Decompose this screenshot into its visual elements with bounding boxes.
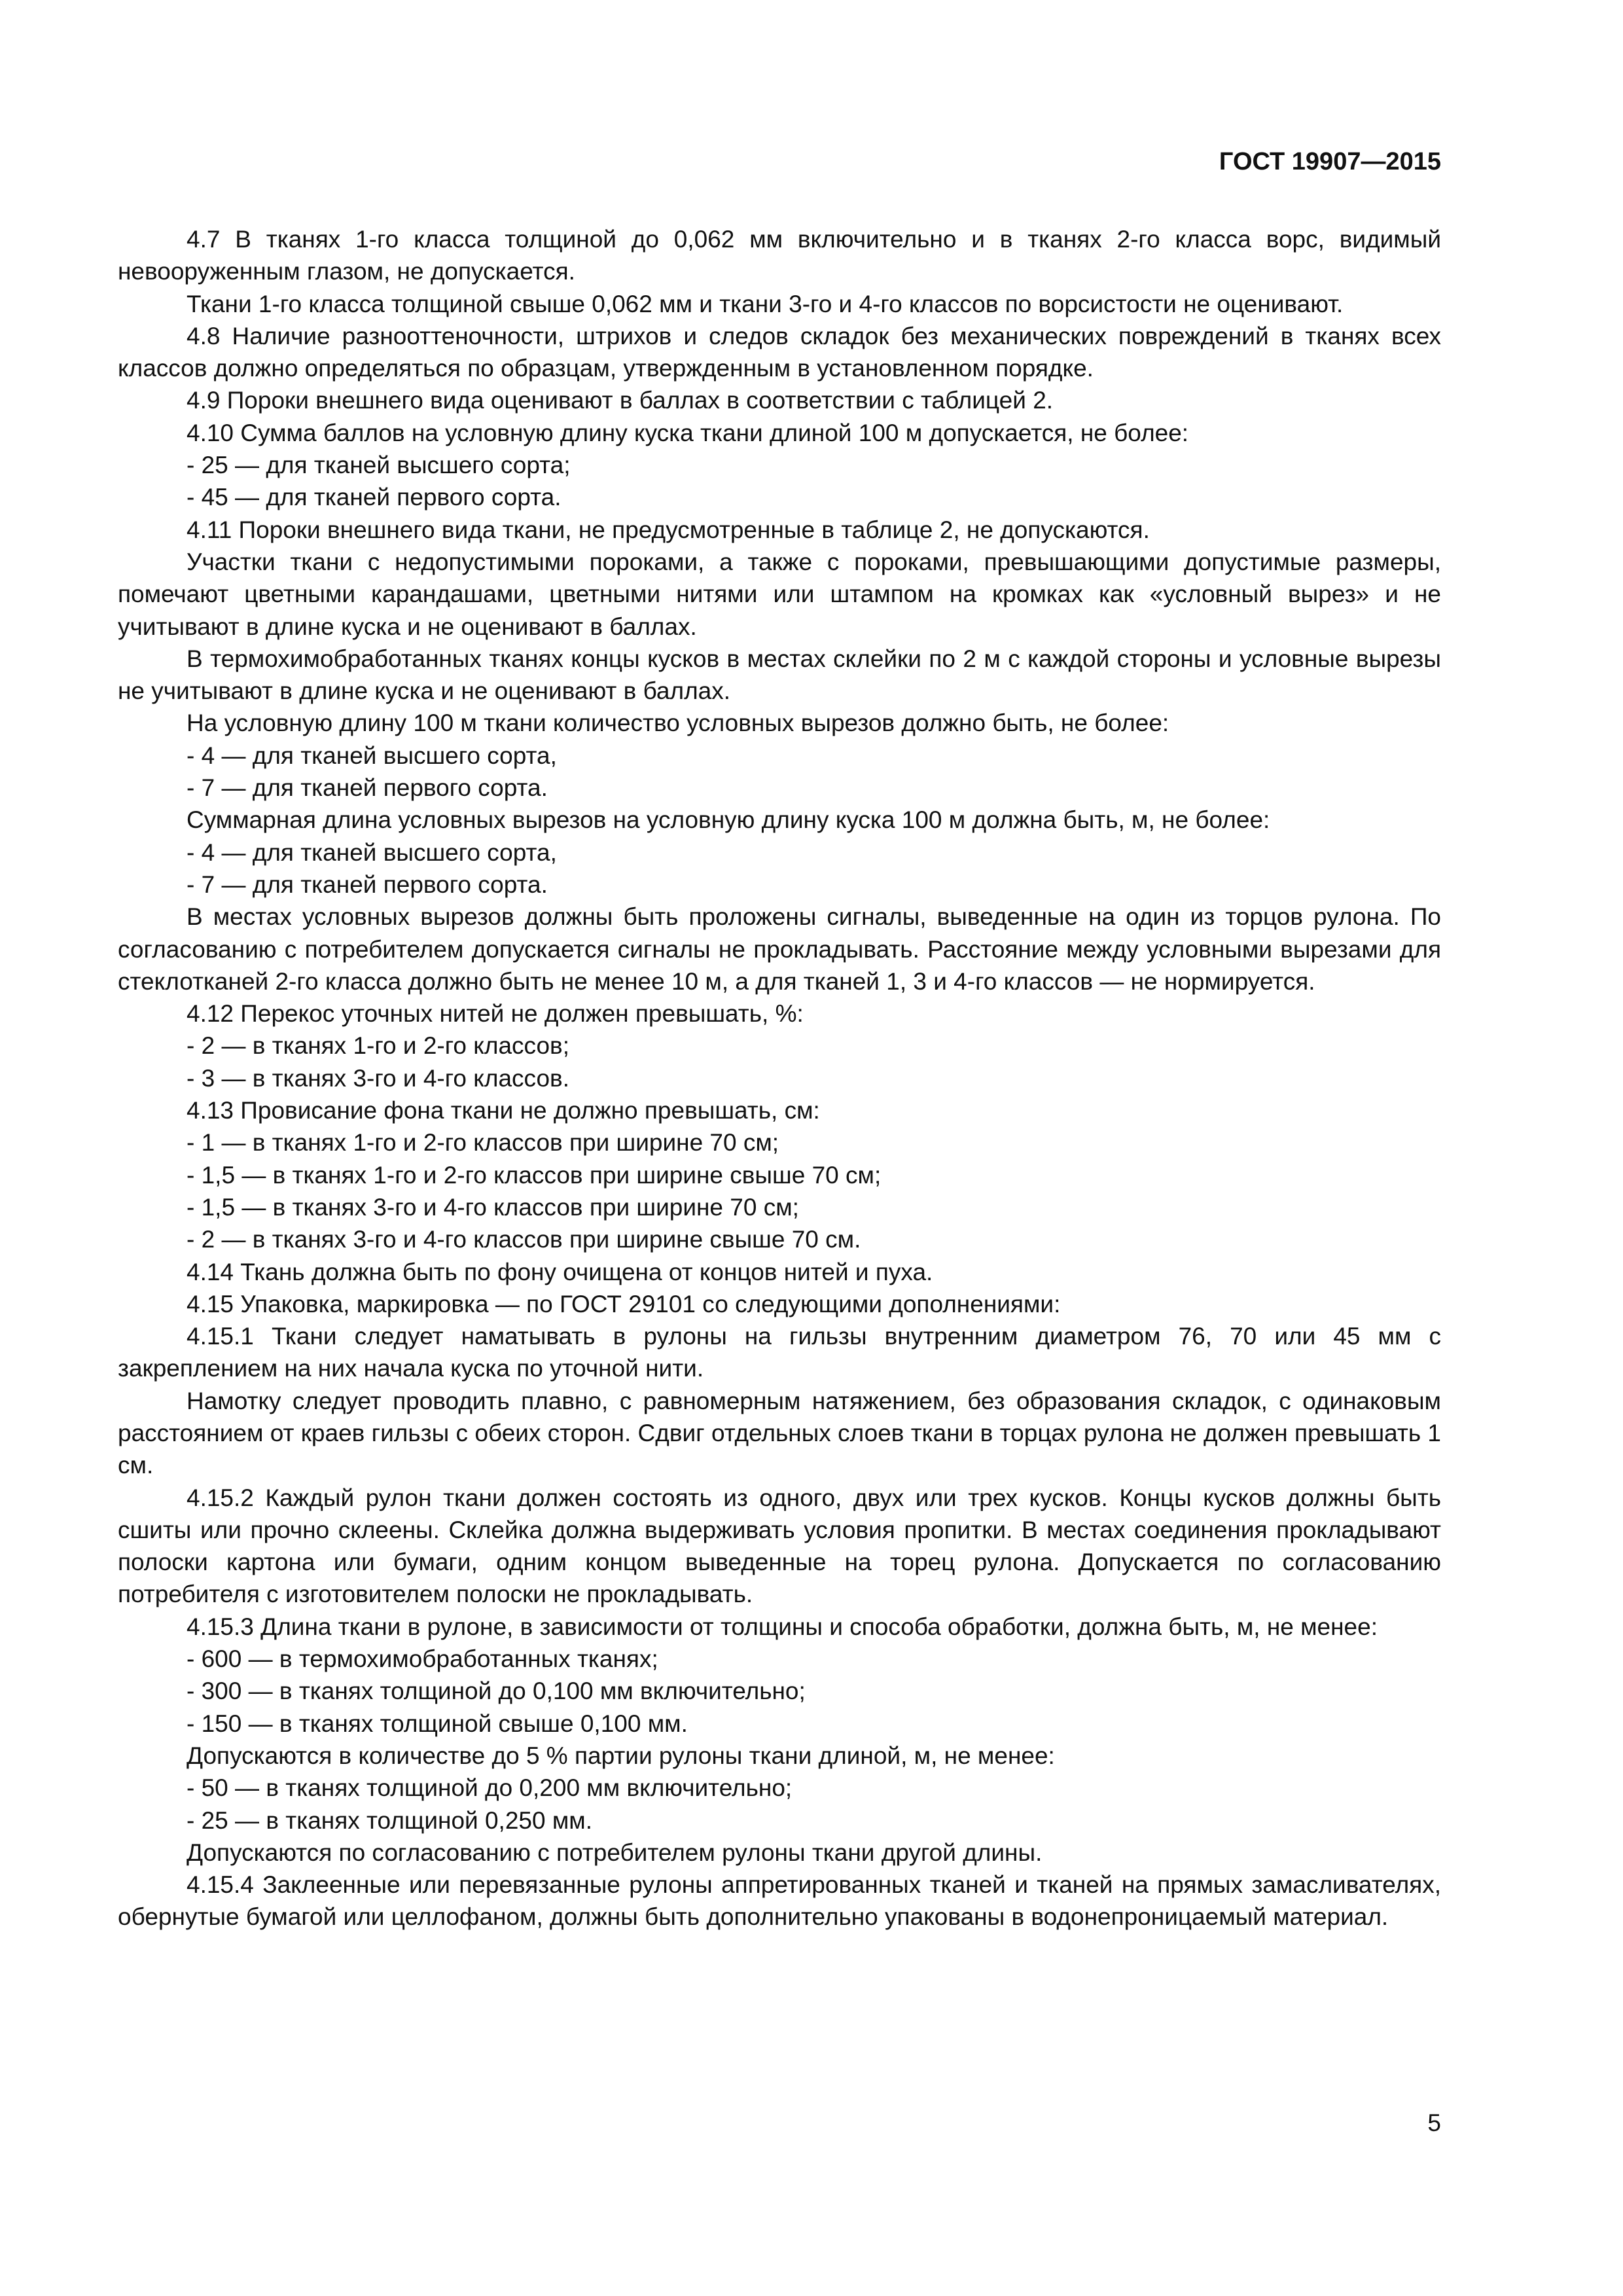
list-item: - 3 — в тканях 3-го и 4-го классов. (187, 1064, 569, 1092)
paragraph: 4.13 Провисание фона ткани не должно превышать, см: (187, 1097, 820, 1124)
page-number: 5 (1427, 2109, 1441, 2136)
paragraph: 4.12 Перекос уточных нитей не должен превышать, %: (187, 1000, 804, 1028)
document-body (118, 223, 1441, 1933)
paragraph: 4.14 Ткань должна быть по фону очищена от концов нитей и пуха. (187, 1258, 933, 1285)
paragraph: 4.15 Упаковка, маркировка — по ГОСТ 29101 со следующими дополнениями: (187, 1290, 1061, 1318)
list-item: - 45 — для тканей первого сорта. (187, 484, 562, 511)
list-item: - 25 — в тканях толщиной 0,250 мм. (187, 1806, 593, 1834)
list-item: - 50 — в тканях толщиной до 0,200 мм включительно; (187, 1774, 793, 1802)
list-item: - 4 — для тканей высшего сорта, (187, 742, 557, 769)
paragraph: Допускаются в количестве до 5 % партии рулоны ткани длиной, м, не менее: (187, 1742, 1055, 1769)
list-item: - 2 — в тканях 3-го и 4-го классов при ширине свыше 70 см. (187, 1226, 861, 1253)
paragraph: 4.9 Пороки внешнего вида оценивают в баллах в соответствии с таблицей 2. (187, 387, 1054, 414)
paragraph: Допускаются по согласованию с потребителем рулоны ткани другой длины. (187, 1839, 1043, 1866)
list-item: - 600 — в термохимобработанных тканях; (187, 1645, 658, 1673)
list-item: - 1,5 — в тканях 3-го и 4-го классов при ширине 70 см; (187, 1193, 799, 1221)
paragraph: В местах условных вырезов должны быть проложены сигналы, выведенные на один из торцов рулона. По согласованию с потребителем допускается сигналы не прокладывать. Расстояние между условными вырезами для стеклотканей 2-го класса должно быть не менее 10 м, а для тканей 1, 3 и 4-го классов — не нормируется. (118, 903, 1441, 995)
list-item: - 1 — в тканях 1-го и 2-го классов при ширине 70 см; (187, 1129, 779, 1157)
paragraph: В термохимобработанных тканях концы кусков в местах склейки по 2 м с каждой стороны и условные вырезы не учитывают в длине куска и не оценивают в баллах. (118, 645, 1441, 705)
list-item: - 300 — в тканях толщиной до 0,100 мм включительно; (187, 1677, 806, 1705)
paragraph: Намотку следует проводить плавно, с равномерным натяжением, без образования складок, с одинаковым расстоянием от краев гильзы с обеих сторон. Сдвиг отдельных слоев ткани в торцах рулона не должен превышать 1 см. (118, 1387, 1441, 1479)
list-item: - 25 — для тканей высшего сорта; (187, 452, 571, 479)
paragraph: Ткани 1-го класса толщиной свыше 0,062 мм и ткани 3-го и 4-го классов по ворсистости не оценивают. (187, 290, 1344, 317)
paragraph: 4.15.4 Заклеенные или перевязанные рулоны аппретированных тканей и тканей на прямых замасливателях, обернутые бумагой или целлофаном, должны быть дополнительно упакованы в водонепроницаемый материал. (118, 1871, 1441, 1931)
document-header: ГОСТ 19907—2015 (1219, 148, 1441, 175)
paragraph: 4.7 В тканях 1-го класса толщиной до 0,062 мм включительно и в тканях 2-го класса ворс, видимый невооруженным глазом, не допускается. (118, 226, 1441, 285)
paragraph: 4.15.1 Ткани следует наматывать в рулоны на гильзы внутренним диаметром 76, 70 или 45 мм с закреплением на них начала куска по уточной нити. (118, 1323, 1441, 1382)
paragraph: 4.10 Сумма баллов на условную длину куска ткани длиной 100 м допускается, не более: (187, 419, 1189, 446)
paragraph: 4.15.3 Длина ткани в рулоне, в зависимости от толщины и способа обработки, должна быть, м, не менее: (187, 1613, 1378, 1640)
paragraph: 4.11 Пороки внешнего вида ткани, не предусмотренные в таблице 2, не допускаются. (187, 516, 1150, 543)
paragraph: Участки ткани с недопустимыми пороками, а также с пороками, превышающими допустимые размеры, помечают цветными карандашами, цветными нитями или штампом на кромках как «условный вырез» и не учитывают в длине куска и не оценивают в баллах. (118, 548, 1441, 640)
list-item: - 150 — в тканях толщиной свыше 0,100 мм. (187, 1710, 688, 1737)
paragraph: Суммарная длина условных вырезов на условную длину куска 100 м должна быть, м, не более: (187, 806, 1270, 834)
list-item: - 7 — для тканей первого сорта. (187, 774, 548, 802)
list-item: - 2 — в тканях 1-го и 2-го классов; (187, 1032, 569, 1060)
paragraph: 4.15.2 Каждый рулон ткани должен состоять из одного, двух или трех кусков. Концы кусков должны быть сшиты или прочно склеены. Склейка должна выдерживать условия пропитки. В местах соединения прокладывают полоски картона или бумаги, одним концом выведенные на торец рулона. Допускается по согласованию потребителя с изготовителем полоски не прокладывать. (118, 1484, 1441, 1608)
list-item: - 1,5 — в тканях 1-го и 2-го классов при ширине свыше 70 см; (187, 1161, 882, 1189)
list-item: - 7 — для тканей первого сорта. (187, 870, 548, 898)
paragraph: 4.8 Наличие разнооттеночности, штрихов и следов складок без механических повреждений в тканях всех классов должно определяться по образцам, утвержденным в установленном порядке. (118, 322, 1441, 382)
list-item: - 4 — для тканей высшего сорта, (187, 838, 557, 866)
paragraph: На условную длину 100 м ткани количество условных вырезов должно быть, не более: (187, 709, 1169, 737)
